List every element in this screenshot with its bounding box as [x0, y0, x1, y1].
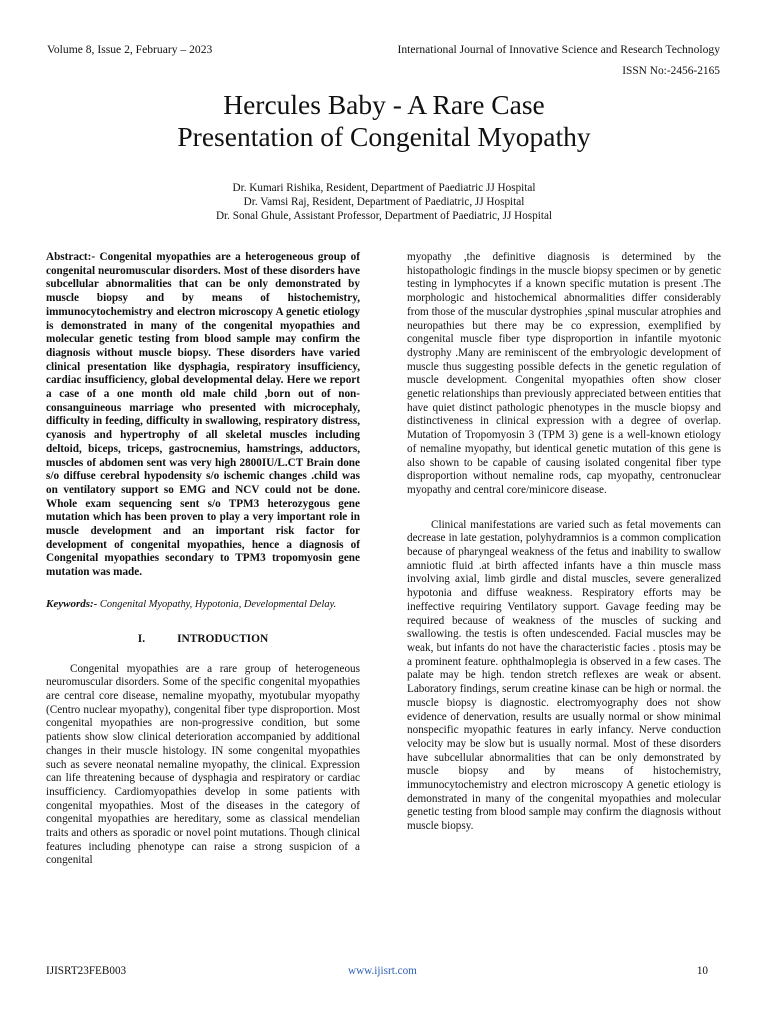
body-paragraph-1: myopathy ,the definitive diagnosis is determined by the histopathologic findings in the muscle biopsy specimen or by genetic testing in lymphocytes if a known specific mutation is present .The morphologic and histochemical abnormalities differ considerably from those of the muscular dystrophies ,spinal muscular atrophies and neuropathies but there may be co expression, exemplified by congenital muscle fiber type disproportion in infantile myotonic dystrophy .Many are reminiscent of the embryologic development of muscle thus suggesting possible defects in the genetic regulation of muscle development. Congenital myopathies often show closer genetic relationships than previously appreciated between entities that have quiet distinct pathologic phenotypes in the muscle biopsy and distinctiveness in clinical expression with a degree of overlap. Mutation of Tropomyosin 3 (TPM 3) gene is a well-known etiology of nemaline myopathy, but identical genetic mutation of this gene is also shown to be capable of causing isolated congenital fiber type disproportion without nemaline rods, cap myopathy, centronuclear myopathy and central core/minicore disease.: [407, 251, 721, 496]
journal-volume: Volume 8, Issue 2, February – 2023: [47, 43, 213, 56]
author-3: Dr. Sonal Ghule, Assistant Professor, Department of Paediatric, JJ Hospital: [215, 210, 553, 222]
keywords-label: Keywords:-: [46, 597, 98, 610]
author-list: [60, 181, 708, 223]
abstract: Abstract:- Congenital myopathies are a heterogeneous group of congenital neuromuscular disorders. Most of these disorders have subcellular abnormalities that can be only demonstrated by muscle biopsy and by means of histochemistry, immunocytochemistry and electron microscopy A genetic etiology is demonstrated in many of the congenital myopathies and molecular genetic testing from blood sample may confirm the diagnosis without muscle biopsy. These disorders have varied clinical presentation like dysphagia, respiratory insufficiency, cardiac insufficiency, global developmental delay. Here we report a case of a one month old male child ,born out of non- consanguineous marriage who presented with microcephaly, difficulty in feeding, difficulty in swallowing, respiratory distress, cyanosis and hypertrophy of all skeletal muscles including deltoid, biceps, triceps, gastrocnemius, hamstrings, adductors, muscles of abdomen sent was very high 2800IU/L.CT Brain done s/o diffuse cerebral hypodensity s/o ischemic changes .child was on ventilatory support so EMG and NCV could not be done. Whole exam sequencing sent s/o TPM3 heterozygous gene mutation which has been proven to play a very important role in muscle development and an important risk factor for development of congenital myopathies, hence a diagnosis of Congenital myopathies secondary to TPM3 tropomyosin gene mutation was made.: [46, 251, 360, 579]
journal-name: International Journal of Innovative Science and Research Technology: [397, 43, 720, 56]
paper-id: IJISRT23FEB003: [46, 965, 127, 977]
body-paragraph-2: Clinical manifestations are varied such as fetal movements can decrease in late gestation, polyhydramnios is a common complication because of pharyngeal weakness of the fetus and inability to swallow amniotic fluid .at birth affected infants have a thin muscle mass involving axial, limb girdle and distal muscles, severe generalized hypotonia and diffuse weakness. Respiratory efforts may be ineffective requiring Ventilatory support. Gavage feeding may be required because of weakness of the muscles of sucking and swallowing. the testis is often undescended. Facial muscles may be weak, but infants do not have the characteristic facies . ptosis may be a prominent feature. ophthalmoplegia is observed in a few cases. The palate may be high. tendon stretch reflexes are weak or absent. Laboratory findings, serum creatine kinase can be high or normal. the muscle biopsy is diagnostic. electromyography does not show evidence of denervation, results are usually normal or show minimal nonspecific myopathic features in early infancy. Nerve conduction velocity may be slow but is usually normal. Most of these disorders have subcellular abnormalities that can be only demonstrated by muscle biopsy and by means of histochemistry, immunocytochemistry and electron microscopy A genetic etiology is demonstrated in many of the congenital myopathies and molecular genetic testing from blood sample may confirm the diagnosis without muscle biopsy.: [407, 518, 721, 833]
section-title: INTRODUCTION: [177, 632, 269, 645]
paper-title-line-2: Presentation of Congenital Myopathy: [177, 121, 591, 152]
author-1: Dr. Kumari Rishika, Resident, Department of Paediatric JJ Hospital: [232, 182, 536, 194]
page-number: 10: [696, 965, 708, 977]
journal-url-link[interactable]: www.ijisrt.com: [348, 965, 417, 977]
section-number: I.: [137, 632, 146, 645]
right-column: [407, 251, 721, 834]
keywords-text: Congenital Myopathy, Hypotonia, Developmental Delay.: [97, 598, 337, 610]
intro-paragraph: Congenital myopathies are a rare group of heterogeneous neuromuscular disorders. Some of the specific congenital myopathies are central core disease, nemaline myopathy, myotubular myopathy (Centro nuclear myopathy), congenital fiber type disproportion. Most congenital myopathies are non-progressive condition, but some patients show slow clinical deterioration accompanied by additional changes in their muscle histology. IN some congenital myopathies such as severe neonatal nemaline myopathy, the clinical. Expression can life threatening because of dysphagia and respiratory or cardiac insufficiency. Cardiomyopathies develop in some patients with congenital myopathies. Most of the diseases in the category of congenital myopathies are hereditary, some as classical mendelian traits and others as sporadic or novel point mutations. Though clinical features including phenotype can raise a strong suspicion of a congenital: [46, 662, 360, 867]
paper-title-line-1: Hercules Baby - A Rare Case: [223, 89, 545, 120]
left-column: [46, 251, 360, 868]
author-2: Dr. Vamsi Raj, Resident, Department of Paediatric, JJ Hospital: [243, 196, 525, 208]
section-heading-introduction: [46, 633, 360, 647]
paper-title: [60, 89, 708, 153]
keywords: [46, 598, 360, 611]
issn: ISSN No:-2456-2165: [622, 65, 720, 77]
